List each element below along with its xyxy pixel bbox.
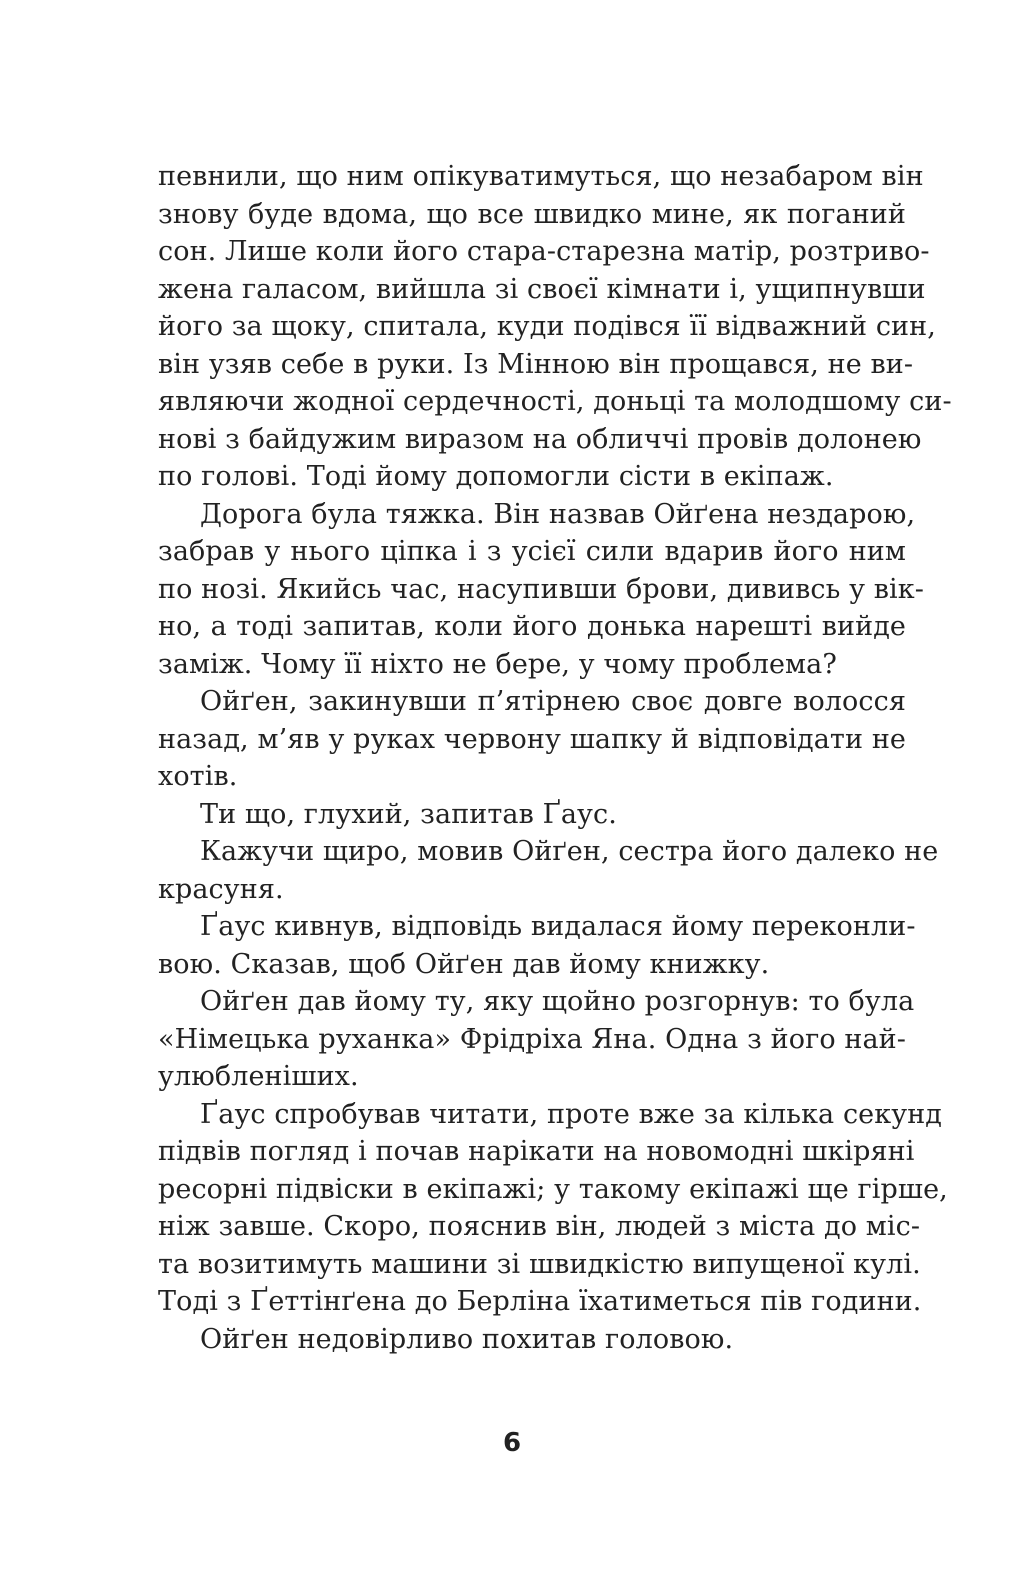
- text-line: його за щоку, спитала, куди подівся її відважний син,: [158, 311, 936, 342]
- text-line: назад, м’яв у руках червону шапку й відповідати не: [158, 723, 906, 755]
- text-line: вою. Сказав, щоб Ойґен дав йому книжку.: [158, 948, 770, 980]
- text-line: красуня.: [158, 873, 284, 905]
- text-line: сон. Лише коли його стара-старезна матір, розтриво-: [158, 236, 930, 267]
- paragraph-first-line: Ґаус спробував читати, проте вже за кілька секунд: [200, 1098, 943, 1130]
- text-line: нові з байдужим виразом на обличчі провів долонею: [158, 423, 922, 455]
- body-text: [158, 158, 952, 1358]
- paragraph-first-line: Ойґен дав йому ту, яку щойно розгорнув: то була: [200, 986, 915, 1017]
- text-line: забрав у нього ціпка і з усієї сили вдарив його ним: [158, 536, 906, 567]
- text-line: певнили, що ним опікуватимуться, що незабаром він: [158, 161, 924, 192]
- text-line: підвів погляд і почав нарікати на новомодні шкіряні: [158, 1136, 915, 1167]
- text-line: по голові. Тоді йому допомогли сісти в екіпаж.: [158, 461, 834, 492]
- text-line: ресорні підвіски в екіпажі; у такому екіпажі ще гірше,: [158, 1173, 948, 1205]
- text-line: «Німецька руханка» Фрідріха Яна. Одна з його най-: [158, 1023, 906, 1055]
- page-number: 6: [502, 1428, 522, 1458]
- text-line: но, а тоді запитав, коли його донька нарешті вийде: [158, 611, 906, 642]
- text-line: ніж завше. Скоро, пояснив він, людей з міста до міс-: [158, 1211, 921, 1242]
- paragraph-first-line: Дорога була тяжка. Він назвав Ойґена нездарою,: [200, 498, 916, 530]
- text-line: знову буде вдома, що все швидко мине, як поганий: [158, 198, 906, 230]
- text-line: заміж. Чому її ніхто не бере, у чому проблема?: [158, 648, 837, 680]
- text-line: являючи жодної сердечності, доньці та молодшому си-: [158, 386, 952, 417]
- text-line: улюбленіших.: [158, 1061, 359, 1092]
- text-line: жена галасом, вийшла зі своєї кімнати і, ущипнувши: [158, 273, 926, 305]
- paragraph-first-line: Ти що, глухий, запитав Ґаус.: [200, 798, 617, 830]
- paragraph-first-line: Ґаус кивнув, відповідь видалася йому переконли-: [200, 911, 916, 942]
- text-line: по нозі. Якийсь час, насупивши брови, дививсь у вік-: [158, 573, 924, 605]
- text-line: він узяв себе в руки. Із Мінною він прощався, не ви-: [158, 348, 914, 380]
- text-line: та возитимуть машини зі швидкістю випущеної кулі.: [158, 1248, 921, 1280]
- text-line: хотів.: [158, 761, 238, 792]
- paragraph-first-line: Ойґен, закинувши п’ятірнею своє довге волосся: [200, 686, 906, 717]
- paragraph-first-line: Кажучи щиро, мовив Ойґен, сестра його далеко не: [200, 836, 939, 867]
- paragraph-first-line: Ойґен недовірливо похитав головою.: [200, 1323, 734, 1355]
- text-line: Тоді з Ґеттінґена до Берліна їхатиметься пів години.: [158, 1286, 922, 1317]
